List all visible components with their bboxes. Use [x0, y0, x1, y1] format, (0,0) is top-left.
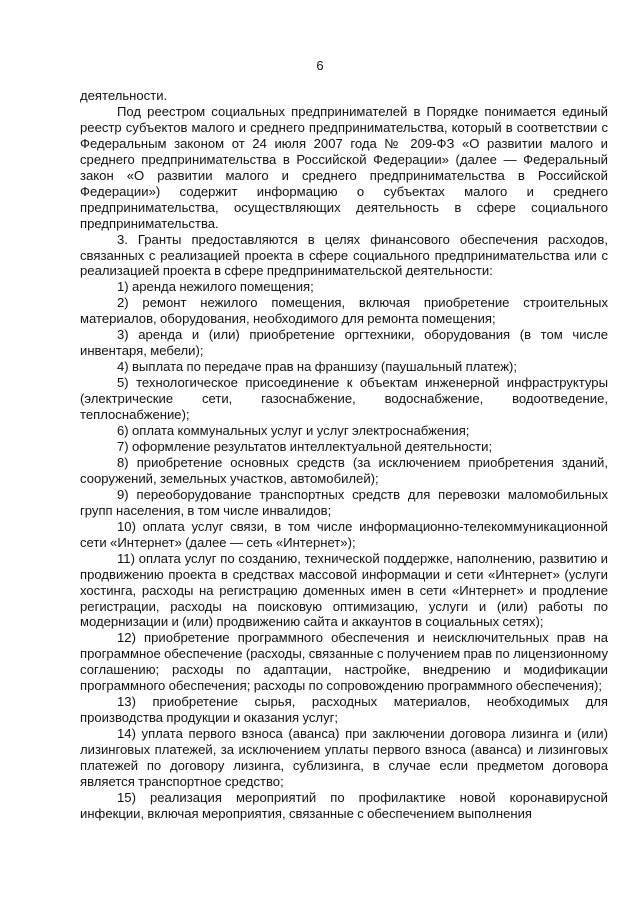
- paragraph: 11) оплата услуг по созданию, технической поддержке, наполнению, развитию и продвижению проекта в средствах массовой информации и сети «Интернет» (услуги хостинга, расходы на регистрацию доменных имен в сети «Интернет» и продление регистрации, расходы на поисковую оптимизацию, услуги и (или) работы по модернизации и (или) продвижению сайта и аккаунтов в социальных сетях);: [80, 550, 608, 630]
- paragraph: 8) приобретение основных средств (за исключением приобретения зданий, сооружений, земельных участков, автомобилей);: [80, 454, 608, 486]
- paragraph: 3) аренда и (или) приобретение оргтехники, оборудования (в том числе инвентаря, мебели);: [80, 327, 608, 359]
- paragraph: 9) переоборудование транспортных средств для перевозки маломобильных групп населения, в том числе инвалидов;: [80, 486, 608, 518]
- paragraph: 7) оформление результатов интеллектуальной деятельности;: [117, 438, 493, 454]
- document-body: [80, 88, 608, 822]
- paragraph: 3. Гранты предоставляются в целях финансового обеспечения расходов, связанных с реализацией проекта в сфере социального предпринимательства или с реализацией проекта в сфере предпринимательской деятельности:: [80, 231, 608, 279]
- paragraph: 1) аренда нежилого помещения;: [117, 279, 314, 295]
- paragraph: 5) технологическое присоединение к объектам инженерной инфраструктуры (электрические сети, газоснабжение, водоснабжение, водоотведение, теплоснабжение);: [80, 375, 608, 423]
- paragraph: 12) приобретение программного обеспечения и неисключительных прав на программное обеспечение (расходы, связанные с получением прав по лицензионному соглашению; расходы по адаптации, настройке, внедрению и модификации программного обеспечения; расходы по сопровождению программного обеспечения);: [80, 630, 608, 694]
- paragraph: 15) реализация мероприятий по профилактике новой коронавирусной инфекции, включая мероприятия, связанные с обеспечением выполнения: [80, 789, 608, 821]
- paragraph: Под реестром социальных предпринимателей в Порядке понимается единый реестр субъектов малого и среднего предпринимательства, который в соответствии с Федеральным законом от 24 июля 2007 года № 209-ФЗ «О развитии малого и среднего предпринимательства в Российской Федерации» (далее — Федеральный закон «О развитии малого и среднего предпринимательства в Российской Федерации») содержит информацию о субъектах малого и среднего предпринимательства, осуществляющих деятельность в сфере социального предпринимательства.: [80, 103, 608, 231]
- paragraph: 2) ремонт нежилого помещения, включая приобретение строительных материалов, оборудования, необходимого для ремонта помещения;: [80, 295, 608, 327]
- paragraph: 10) оплата услуг связи, в том числе информационно-телекоммуникационной сети «Интернет» (далее — сеть «Интернет»);: [80, 518, 608, 550]
- paragraph: 14) уплата первого взноса (аванса) при заключении договора лизинга и (или) лизинговых платежей, за исключением уплаты первого взноса (аванса) и лизинговых платежей по договору лизинга, сублизинга, в случае если предметом договора является транспортное средство;: [80, 726, 608, 789]
- continuation-paragraph: деятельности.: [80, 88, 168, 103]
- paragraph: 4) выплата по передаче прав на франшизу (паушальный платеж);: [117, 359, 518, 375]
- paragraph: 6) оплата коммунальных услуг и услуг электроснабжения;: [117, 423, 470, 439]
- page-number: 6: [316, 58, 324, 73]
- paragraph: 13) приобретение сырья, расходных материалов, необходимых для производства продукции и оказания услуг;: [80, 694, 608, 726]
